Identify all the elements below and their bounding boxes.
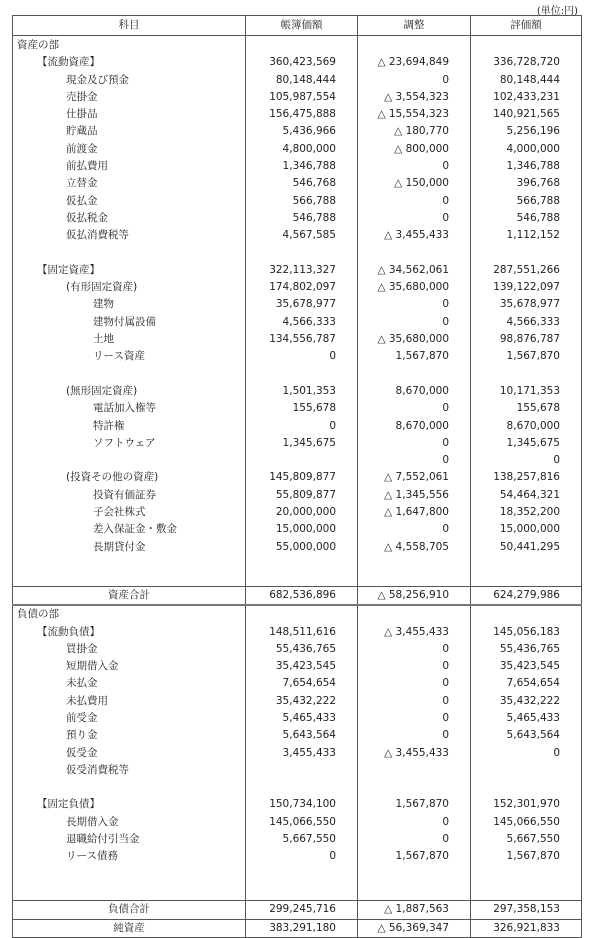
adjustment-value: 0: [358, 452, 471, 469]
book-value: 546,788: [246, 210, 358, 227]
account-label: 仮払消費税等: [13, 227, 246, 244]
appraised-value: 1,567,870: [471, 348, 582, 365]
account-row: [13, 745, 582, 762]
appraised-value: 80,148,444: [471, 72, 582, 89]
adjustment-value: △ 34,562,061: [358, 262, 471, 279]
total-book: 299,245,716: [246, 901, 358, 919]
account-row: [13, 193, 582, 210]
book-value: 5,667,550: [246, 831, 358, 848]
appraised-value: 18,352,200: [471, 504, 582, 521]
header-account: 科目: [13, 16, 246, 36]
account-label: 前払費用: [13, 158, 246, 175]
account-label: [13, 245, 246, 262]
total-eval: 624,279,986: [471, 586, 582, 605]
account-label: [13, 452, 246, 469]
book-value: 80,148,444: [246, 72, 358, 89]
account-label: 仮受金: [13, 745, 246, 762]
account-label: 退職給付引当金: [13, 831, 246, 848]
account-row: [13, 314, 582, 331]
adjustment-value: 0: [358, 193, 471, 210]
adjustment-value: 1,567,870: [358, 796, 471, 813]
section-label: 負債の部: [13, 605, 246, 623]
account-label: 短期借入金: [13, 658, 246, 675]
appraised-value: 336,728,720: [471, 54, 582, 71]
account-row: [13, 106, 582, 123]
adjustment-value: [358, 762, 471, 779]
adjustment-value: △ 1,647,800: [358, 504, 471, 521]
book-value: 148,511,616: [246, 624, 358, 641]
account-label: 貯蔵品: [13, 123, 246, 140]
book-value: 55,809,877: [246, 487, 358, 504]
adjustment-value: [358, 245, 471, 262]
appraised-value: 5,643,564: [471, 727, 582, 744]
appraised-value: 4,566,333: [471, 314, 582, 331]
account-row: [13, 296, 582, 313]
account-label: 子会社株式: [13, 504, 246, 521]
account-row: [13, 279, 582, 296]
book-value: 1,345,675: [246, 435, 358, 452]
book-value: 174,802,097: [246, 279, 358, 296]
appraised-value: [471, 366, 582, 383]
book-value: 35,678,977: [246, 296, 358, 313]
adjustment-value: 0: [358, 158, 471, 175]
net-assets-eval: 326,921,833: [471, 919, 582, 937]
total-eval: 297,358,153: [471, 901, 582, 919]
book-value: [246, 452, 358, 469]
adjustment-value: [358, 366, 471, 383]
book-value: 1,346,788: [246, 158, 358, 175]
adjustment-value: △ 1,345,556: [358, 487, 471, 504]
book-value: 360,423,569: [246, 54, 358, 71]
adjustment-value: 0: [358, 814, 471, 831]
account-row: [13, 331, 582, 348]
account-row: [13, 383, 582, 400]
account-row: [13, 641, 582, 658]
assets-section: [13, 36, 582, 556]
book-value: 1,501,353: [246, 383, 358, 400]
account-label: 未払費用: [13, 693, 246, 710]
adjustment-value: △ 150,000: [358, 175, 471, 192]
account-label: 現金及び預金: [13, 72, 246, 89]
total-adjustment: △ 58,256,910: [358, 586, 471, 605]
totals: [13, 866, 582, 938]
book-value: 4,800,000: [246, 141, 358, 158]
account-label: 買掛金: [13, 641, 246, 658]
adjustment-value: 1,567,870: [358, 848, 471, 865]
adjustment-value: △ 23,694,849: [358, 54, 471, 71]
book-value: [246, 762, 358, 779]
book-value: 55,000,000: [246, 539, 358, 556]
blank-row: [13, 366, 582, 383]
adjustment-value: △ 3,554,323: [358, 89, 471, 106]
appraised-value: 145,056,183: [471, 624, 582, 641]
account-label: 土地: [13, 331, 246, 348]
adjustment-value: △ 3,455,433: [358, 624, 471, 641]
appraised-value: 7,654,654: [471, 675, 582, 692]
book-value: 0: [246, 848, 358, 865]
account-label: 長期借入金: [13, 814, 246, 831]
adjustment-value: 0: [358, 72, 471, 89]
book-value: 150,734,100: [246, 796, 358, 813]
liabilities-section-row: [13, 605, 582, 623]
book-value: 4,567,585: [246, 227, 358, 244]
adjustment-value: △ 180,770: [358, 123, 471, 140]
adjustment-value: △ 3,455,433: [358, 745, 471, 762]
account-label: 仮払税金: [13, 210, 246, 227]
appraised-value: 35,423,545: [471, 658, 582, 675]
book-value: 15,000,000: [246, 521, 358, 538]
account-row: [13, 624, 582, 641]
book-value: 155,678: [246, 400, 358, 417]
account-label: 【流動資産】: [13, 54, 246, 71]
book-value: 0: [246, 348, 358, 365]
appraised-value: 50,441,295: [471, 539, 582, 556]
book-value: 4,566,333: [246, 314, 358, 331]
account-row: [13, 175, 582, 192]
account-row: [13, 469, 582, 486]
account-row: [13, 727, 582, 744]
appraised-value: 396,768: [471, 175, 582, 192]
appraised-value: 8,670,000: [471, 418, 582, 435]
appraised-value: 1,567,870: [471, 848, 582, 865]
account-label: 特許権: [13, 418, 246, 435]
appraised-value: 15,000,000: [471, 521, 582, 538]
adjustment-value: 0: [358, 314, 471, 331]
appraised-value: 287,551,266: [471, 262, 582, 279]
adjustment-value: 0: [358, 296, 471, 313]
appraised-value: 1,346,788: [471, 158, 582, 175]
net-assets-book: 383,291,180: [246, 919, 358, 937]
account-row: [13, 123, 582, 140]
account-label: 仕掛品: [13, 106, 246, 123]
book-value: 5,465,433: [246, 710, 358, 727]
adjustment-value: △ 15,554,323: [358, 106, 471, 123]
account-label: 仮払金: [13, 193, 246, 210]
total-label: 資産合計: [13, 586, 246, 605]
book-value: 5,436,966: [246, 123, 358, 140]
total-label: 負債合計: [13, 901, 246, 919]
account-row: [13, 72, 582, 89]
account-row: [13, 262, 582, 279]
appraised-value: [471, 779, 582, 796]
account-row: [13, 141, 582, 158]
account-row: [13, 796, 582, 813]
adjustment-value: 8,670,000: [358, 418, 471, 435]
account-label: [13, 779, 246, 796]
header-appraised-value: 評価額: [471, 16, 582, 36]
book-value: 35,423,545: [246, 658, 358, 675]
adjustment-value: 0: [358, 675, 471, 692]
appraised-value: 102,433,231: [471, 89, 582, 106]
book-value: 145,066,550: [246, 814, 358, 831]
book-value: 0: [246, 418, 358, 435]
account-row: [13, 158, 582, 175]
account-label: 前渡金: [13, 141, 246, 158]
book-value: 105,987,554: [246, 89, 358, 106]
account-label: ソフトウェア: [13, 435, 246, 452]
book-value: [246, 245, 358, 262]
adjustment-value: △ 3,455,433: [358, 227, 471, 244]
adjustment-value: [358, 779, 471, 796]
appraised-value: 155,678: [471, 400, 582, 417]
account-label: 【固定資産】: [13, 262, 246, 279]
account-label: (無形固定資産): [13, 383, 246, 400]
appraised-value: 4,000,000: [471, 141, 582, 158]
account-row: [13, 539, 582, 556]
book-value: [246, 779, 358, 796]
book-value: 546,768: [246, 175, 358, 192]
adjustment-value: 0: [358, 400, 471, 417]
book-value: 145,809,877: [246, 469, 358, 486]
account-label: 前受金: [13, 710, 246, 727]
account-row: [13, 210, 582, 227]
account-label: (投資その他の資産): [13, 469, 246, 486]
adjustment-value: 0: [358, 658, 471, 675]
balance-sheet-table: [12, 15, 582, 938]
adjustment-value: 0: [358, 693, 471, 710]
appraised-value: 566,788: [471, 193, 582, 210]
appraised-value: 55,436,765: [471, 641, 582, 658]
header-book-value: 帳簿価額: [246, 16, 358, 36]
account-label: 立替金: [13, 175, 246, 192]
blank-row: [13, 779, 582, 796]
adjustment-value: 0: [358, 210, 471, 227]
assets-trailing-space: [13, 556, 582, 605]
account-row: [13, 693, 582, 710]
appraised-value: 5,465,433: [471, 710, 582, 727]
account-label: 投資有価証券: [13, 487, 246, 504]
account-label: 預り金: [13, 727, 246, 744]
adjustment-value: △ 7,552,061: [358, 469, 471, 486]
account-row: [13, 435, 582, 452]
appraised-value: 54,464,321: [471, 487, 582, 504]
appraised-value: [471, 762, 582, 779]
account-row: [13, 400, 582, 417]
adjustment-value: 0: [358, 435, 471, 452]
assets-section-row: [13, 36, 582, 55]
appraised-value: 140,921,565: [471, 106, 582, 123]
section-label: 資産の部: [13, 36, 246, 55]
account-label: (有形固定資産): [13, 279, 246, 296]
account-row: [13, 418, 582, 435]
account-row: [13, 762, 582, 779]
appraised-value: 35,678,977: [471, 296, 582, 313]
account-row: [13, 54, 582, 71]
account-row: [13, 504, 582, 521]
adjustment-value: 1,567,870: [358, 348, 471, 365]
book-value: 7,654,654: [246, 675, 358, 692]
book-value: 35,432,222: [246, 693, 358, 710]
adjustment-value: △ 35,680,000: [358, 331, 471, 348]
account-label: 売掛金: [13, 89, 246, 106]
appraised-value: 152,301,970: [471, 796, 582, 813]
header-adjustment: 調整: [358, 16, 471, 36]
book-value: 5,643,564: [246, 727, 358, 744]
appraised-value: 1,112,152: [471, 227, 582, 244]
appraised-value: 139,122,097: [471, 279, 582, 296]
account-row: [13, 89, 582, 106]
account-row: [13, 848, 582, 865]
total-adjustment: △ 1,887,563: [358, 901, 471, 919]
total-row-assets: [13, 586, 582, 605]
account-row: [13, 348, 582, 365]
account-label: リース資産: [13, 348, 246, 365]
book-value: 566,788: [246, 193, 358, 210]
account-row: [13, 487, 582, 504]
account-label: 【固定負債】: [13, 796, 246, 813]
liabilities-section: [13, 605, 582, 865]
appraised-value: 5,667,550: [471, 831, 582, 848]
adjustment-value: 0: [358, 831, 471, 848]
appraised-value: 546,788: [471, 210, 582, 227]
account-label: 仮受消費税等: [13, 762, 246, 779]
total-book: 682,536,896: [246, 586, 358, 605]
book-value: 156,475,888: [246, 106, 358, 123]
account-label: [13, 366, 246, 383]
header-row: [13, 16, 582, 36]
adjustment-value: 0: [358, 521, 471, 538]
book-value: 134,556,787: [246, 331, 358, 348]
appraised-value: 138,257,816: [471, 469, 582, 486]
unit-label: (単位:円): [536, 6, 578, 17]
account-label: 建物: [13, 296, 246, 313]
net-assets-adjustment: △ 56,369,347: [358, 919, 471, 937]
account-row: [13, 658, 582, 675]
blank-row: [13, 452, 582, 469]
adjustment-value: 0: [358, 710, 471, 727]
book-value: 20,000,000: [246, 504, 358, 521]
account-row: [13, 831, 582, 848]
appraised-value: [471, 245, 582, 262]
appraised-value: 35,432,222: [471, 693, 582, 710]
adjustment-value: 0: [358, 727, 471, 744]
account-row: [13, 814, 582, 831]
account-row: [13, 521, 582, 538]
net-assets-label: 純資産: [13, 919, 246, 937]
account-row: [13, 227, 582, 244]
total-row-liabilities: [13, 901, 582, 919]
adjustment-value: △ 800,000: [358, 141, 471, 158]
account-label: リース債務: [13, 848, 246, 865]
account-row: [13, 675, 582, 692]
account-row: [13, 710, 582, 727]
adjustment-value: △ 35,680,000: [358, 279, 471, 296]
account-label: 【流動負債】: [13, 624, 246, 641]
appraised-value: 98,876,787: [471, 331, 582, 348]
adjustment-value: 0: [358, 641, 471, 658]
appraised-value: 10,171,353: [471, 383, 582, 400]
account-label: 未払金: [13, 675, 246, 692]
appraised-value: 0: [471, 452, 582, 469]
adjustment-value: △ 4,558,705: [358, 539, 471, 556]
book-value: 3,455,433: [246, 745, 358, 762]
book-value: 322,113,327: [246, 262, 358, 279]
account-label: 建物付属設備: [13, 314, 246, 331]
account-label: 差入保証金・敷金: [13, 521, 246, 538]
appraised-value: 5,256,196: [471, 123, 582, 140]
book-value: 55,436,765: [246, 641, 358, 658]
net-assets-row: [13, 919, 582, 937]
appraised-value: 0: [471, 745, 582, 762]
adjustment-value: 8,670,000: [358, 383, 471, 400]
appraised-value: 145,066,550: [471, 814, 582, 831]
account-label: 電話加入権等: [13, 400, 246, 417]
book-value: [246, 366, 358, 383]
appraised-value: 1,345,675: [471, 435, 582, 452]
blank-row: [13, 245, 582, 262]
account-label: 長期貸付金: [13, 539, 246, 556]
